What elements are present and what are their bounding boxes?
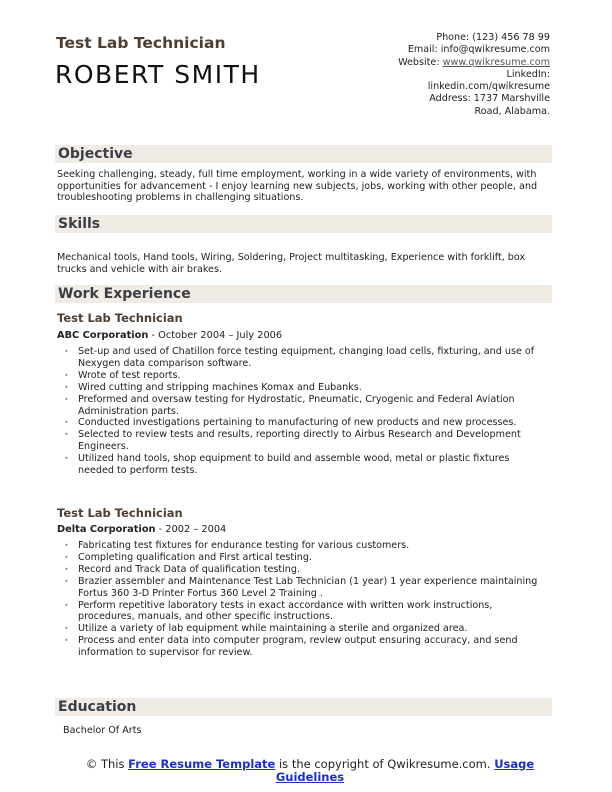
contact-block xyxy=(350,32,550,118)
company-name: ABC Corporation xyxy=(57,330,149,341)
section-objective xyxy=(55,145,552,163)
list-item: • Selected to review tests and results, reporting directly to Airbus Research and Development Engineers. xyxy=(64,429,544,453)
list-item: • Set-up and used of Chatillon force testing equipment, changing load cells, fixturing, and use of Nexygen data comparison software. xyxy=(64,346,544,370)
list-item: • Utilize a variety of lab equipment while maintaining a sterile and organized area. xyxy=(64,623,544,635)
job-dates: - October 2004 – July 2006 xyxy=(148,330,283,341)
section-work-experience xyxy=(55,285,552,303)
footer xyxy=(60,758,560,784)
list-item: • Wired cutting and stripping machines Komax and Eubanks. xyxy=(64,382,544,394)
free-resume-template-link[interactable]: Free Resume Template xyxy=(128,757,276,771)
list-item: • Perform repetitive laboratory tests in exact accordance with written work instructions, procedures, manuals, and other specific instructions. xyxy=(64,600,544,624)
section-heading: Education xyxy=(58,699,137,715)
skills-text: Mechanical tools, Hand tools, Wiring, Soldering, Project multitasking, Experience with forklift, box trucks and vehicle with air brakes. xyxy=(57,252,526,275)
job-title: Test Lab Technician xyxy=(57,506,183,520)
address: Address: 1737 Marshville Road, Alabama. xyxy=(429,93,550,117)
section-skills xyxy=(55,215,552,233)
candidate-name: ROBERT SMITH xyxy=(55,60,261,89)
website xyxy=(350,57,550,69)
email: Email: info@qwikresume.com xyxy=(407,44,550,56)
list-item: • Fabricating test fixtures for endurance testing for various customers. xyxy=(64,540,544,552)
job-title: Test Lab Technician xyxy=(57,311,183,325)
section-heading: Work Experience xyxy=(58,286,191,302)
objective-text: Seeking challenging, steady, full time employment, working in a wide variety of environments, with opportunities for advancement - I enjoy learning new subjects, jobs, working with other people, and troubleshooting problems in challenging situations. xyxy=(57,169,538,204)
section-heading: Objective xyxy=(58,146,133,162)
list-item: • Record and Track Data of qualification testing. xyxy=(64,564,544,576)
job-company xyxy=(57,330,282,341)
education-text: Bachelor Of Arts xyxy=(63,725,142,736)
section-heading: Skills xyxy=(58,216,101,232)
list-item: • Completing qualification and First artical testing. xyxy=(64,552,544,564)
linkedin: linkedin.com/qwikresume xyxy=(427,81,550,93)
usage-guidelines-link[interactable]: Usage Guidelines xyxy=(275,757,535,784)
website-link[interactable]: www.qwikresume.com xyxy=(442,56,550,68)
footer-text: is the copyright of Qwikresume.com. xyxy=(275,757,495,771)
list-item: • Process and enter data into computer program, review output ensuring accuracy, and send information to supervisor for review. xyxy=(64,635,544,659)
list-item: • Utilized hand tools, shop equipment to build and assemble wood, metal or plastic fixtures needed to perform tests. xyxy=(64,453,544,477)
list-item: • Preformed and oversaw testing for Hydrostatic, Pneumatic, Cryogenic and Federal Aviation Administration parts. xyxy=(64,394,544,418)
list-item: • Brazier assembler and Maintenance Test Lab Technician (1 year) 1 year experience maintaining Fortus 360 3-D Printer Fortus 360 Level 2 Training . xyxy=(64,576,544,600)
phone: Phone: (123) 456 78 99 xyxy=(436,32,550,43)
job-title-heading: Test Lab Technician xyxy=(56,34,226,52)
list-item: • Conducted investigations pertaining to manufacturing of new products and new processes. xyxy=(64,417,544,429)
list-item: • Wrote of test reports. xyxy=(64,370,544,382)
company-name: Delta Corporation xyxy=(57,524,156,535)
website-label: Website: xyxy=(398,56,443,68)
section-education xyxy=(55,698,552,716)
job-bullets xyxy=(64,540,544,659)
job-dates: - 2002 – 2004 xyxy=(155,524,227,535)
job-company xyxy=(57,524,226,535)
footer-text: © This xyxy=(85,757,129,771)
linkedin-label: LinkedIn: xyxy=(506,68,550,80)
job-bullets xyxy=(64,346,544,477)
